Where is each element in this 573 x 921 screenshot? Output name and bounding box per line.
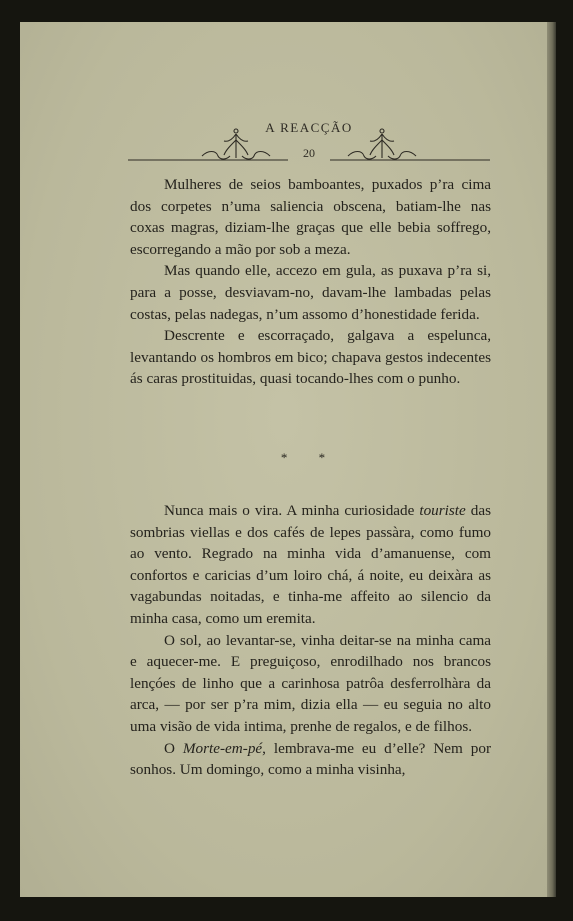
paragraph: Mas quando elle, accezo em gula, as puxava p’ra si, para a posse, desviavam-no, davam-lhe lambadas pelas costas, pelas nadegas, n’um assomo d’honestidade ferida. [130,262,491,323]
fleuron-ornament-right [330,120,490,162]
section-two-text [130,500,491,781]
page-edge [547,22,556,897]
page-header [128,120,490,165]
paragraph: Descrente e escorraçado, galgava a espelunca, levantando os hombros em bico; chapava gestos indecentes ás caras prostituidas, quasi tocando-lhes com o punho. [130,327,491,388]
paragraph: O sol, ao levantar-se, vinha deitar-se na minha cama e aquecer-me. E preguiçoso, enrodilhado nos brancos lençóes de linho que a carinhosa patrôa desferrolhàra da arca, — por ser p’ra mim, dizia ella — eu seguia no alto uma visão de vida intima, prenhe de regalos, e de filhos. [130,631,491,735]
italic-title: Morte-em-pé [182,739,263,757]
text-run: das sombrias viellas e dos cafés de lepes passàra, como fumo ao vento. Regrado na minha vida d’amanuense, com confortos e caricias d’um loiro chá, á noite, eu deixàra as vagabundas noitadas, e tinha-me affeito ao silencio da minha casa, como um eremita. [130,502,491,627]
section-break-asterisks: * * [280,450,340,465]
text-run: O [164,739,183,757]
section-one-text [130,174,491,390]
text-run: Nunca mais o vira. A minha curiosidade [164,502,420,519]
paragraph [130,738,491,781]
text-run: , lembrava-me eu d’elle? Nem por sonhos. Um domingo, como a minha visinha, [130,739,491,779]
italic-word: touriste [419,502,466,519]
paragraph: Mulheres de seios bamboantes, puxados p’ra cima dos corpetes n’uma saliencia obscena, batiam-lhe nas coxas magras, diziam-lhe graças que elle bebia soffrego, escorregando a mão por sob a meza. [130,176,491,258]
page-number: 20 [303,146,315,160]
running-title: A REACÇÃO [265,120,353,135]
paragraph [130,500,491,630]
